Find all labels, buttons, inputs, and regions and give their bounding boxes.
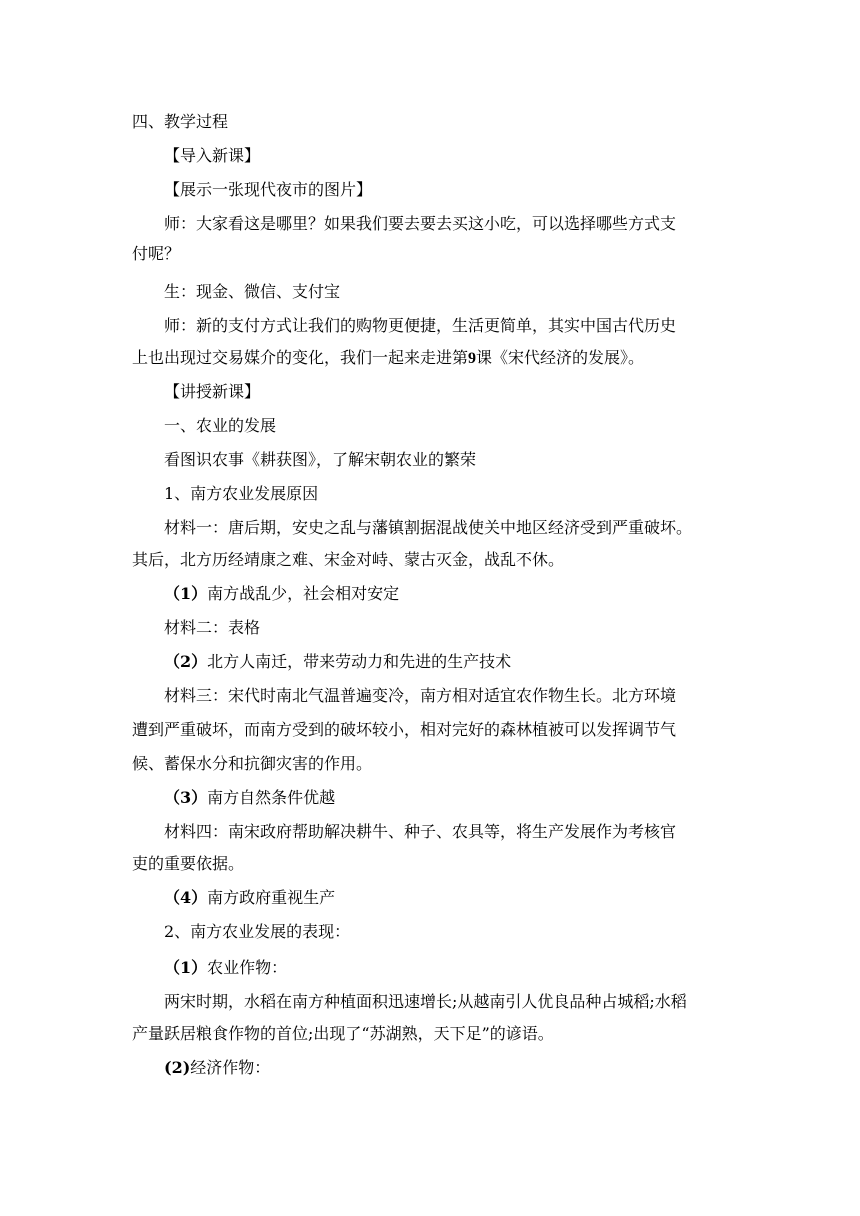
reason-3-text: 南方自然条件优越 [207, 788, 336, 807]
material3-line-2: 遭到严重破坏，而南方受到的破坏较小，相对完好的森林植被可以发挥调节气 [132, 720, 677, 739]
material4-line-2: 吏的重要依据。 [132, 854, 245, 873]
lecture-label: 【讲授新课】 [164, 382, 261, 401]
reason-4-text: 南方政府重视生产 [207, 888, 336, 907]
teacher-question-line-2: 付呢？ [132, 244, 181, 263]
reason-1-text: 南方战乱少，社会相对安定 [207, 584, 400, 603]
sub-1 [164, 958, 764, 978]
material4-line-1: 材料四：南宋政府帮助解决耕牛、种子、农具等，将生产发展作为考核官 [164, 822, 677, 841]
heading-reasons: 1、南方农业发展原因 [164, 484, 319, 503]
show-picture-note: 【展示一张现代夜市的图片】 [164, 180, 373, 199]
material1-line-2: 其后，北方历经靖康之难、宋金对峙、蒙古灭金，战乱不休。 [132, 550, 565, 569]
section-title: 四、教学过程 [132, 112, 229, 131]
sub-2-number: (2) [164, 1058, 191, 1077]
teacher-remark-line-2 [132, 348, 732, 369]
student-answer: 生：现金、微信、支付宝 [164, 282, 341, 301]
teacher-remark-line-1: 师：新的支付方式让我们的购物更便捷，生活更简单，其实中国古代历史 [164, 316, 677, 335]
teacher-remark-text-b: 课《宋代经济的发展》。 [476, 348, 645, 367]
reason-4 [164, 888, 764, 908]
sub-2 [164, 1058, 764, 1078]
teacher-remark-text-a: 上也出现过交易媒介的变化，我们一起来走进第 [132, 348, 469, 367]
part1-title: 一、农业的发展 [164, 416, 277, 435]
sub-2-text: 经济作物： [190, 1058, 271, 1077]
intro-label: 【导入新课】 [164, 146, 261, 165]
reason-1-number: （1） [164, 584, 208, 603]
lesson-number: 9 [468, 350, 477, 367]
reason-2 [164, 652, 764, 672]
reason-3 [164, 788, 764, 808]
reason-2-number: （2） [164, 652, 208, 671]
reason-4-number: （4） [164, 888, 208, 907]
reason-1 [164, 584, 764, 604]
material2: 材料二：表格 [164, 618, 261, 637]
teacher-question-line-1: 师：大家看这是哪里？如果我们要去要去买这小吃，可以选择哪些方式支 [164, 214, 677, 233]
reason-2-text: 北方人南迁，带来劳动力和先进的生产技术 [207, 652, 512, 671]
material3-line-1: 材料三：宋代时南北气温普遍变冷，南方相对适宜农作物生长。北方环境 [164, 686, 677, 705]
image-note: 看图识农事《耕获图》，了解宋朝农业的繁荣 [164, 450, 477, 469]
crops-line-1: 两宋时期，水稻在南方种植面积迅速增长;从越南引人优良品种占城稻;水稻 [164, 992, 687, 1011]
sub-1-text: 农业作物： [207, 958, 288, 977]
material1-line-1: 材料一：唐后期，安史之乱与藩镇割据混战使关中地区经济受到严重破坏。 [164, 518, 693, 537]
sub-1-number: （1） [164, 958, 208, 977]
crops-line-2: 产量跃居粮食作物的首位;出现了“苏湖熟，天下足”的谚语。 [132, 1024, 554, 1043]
heading-manifestations: 2、南方农业发展的表现： [164, 922, 351, 941]
material3-line-3: 候、蓄保水分和抗御灾害的作用。 [132, 754, 373, 773]
reason-3-number: （3） [164, 788, 208, 807]
